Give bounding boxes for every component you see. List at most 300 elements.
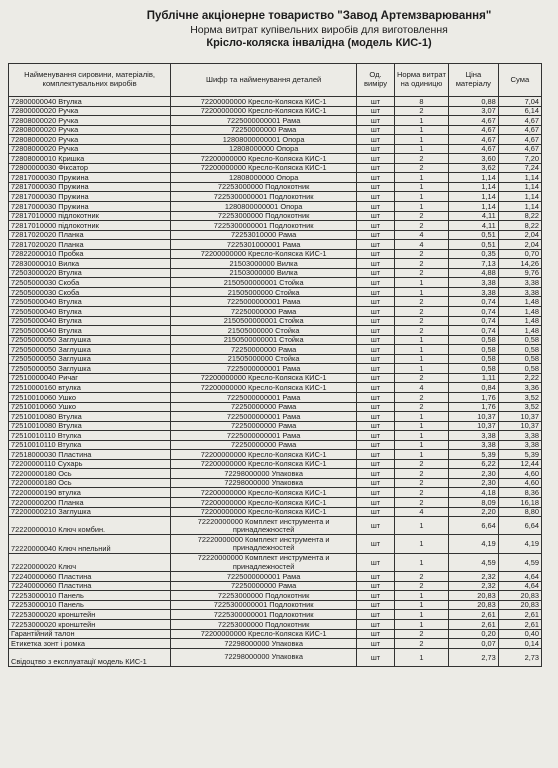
cell-qty: 1	[394, 116, 448, 126]
cell-qty: 4	[394, 240, 448, 250]
cell-name: 72253000020 кронштейн	[9, 619, 171, 629]
col-header-qty: Норма витрат на одиницю	[394, 64, 448, 97]
cell-name: 72505000030 Скоба	[9, 287, 171, 297]
cell-unit: шт	[357, 469, 395, 479]
cell-qty: 1	[394, 364, 448, 374]
cell-sum: 10,37	[498, 412, 541, 422]
cell-qty: 1	[394, 144, 448, 154]
cell-name: 72220000010 Ключ комбин.	[9, 517, 171, 535]
cell-name: 72505000050 Заглушка	[9, 335, 171, 345]
table-row	[9, 278, 542, 288]
cell-unit: шт	[357, 230, 395, 240]
cell-qty: 8	[394, 97, 448, 107]
cell-code: 72298000000 Упаковка	[171, 648, 357, 666]
cell-price: 3,38	[448, 287, 498, 297]
cell-sum: 4,67	[498, 116, 541, 126]
cell-sum: 1,14	[498, 182, 541, 192]
cell-code: 2150500000001 Стойка	[171, 278, 357, 288]
cell-name: 72808000010 Кришка	[9, 154, 171, 164]
table-row	[9, 154, 542, 164]
cell-code: 72220000000 Комплект инструмента и принадлежностей	[171, 535, 357, 553]
cell-code: 72200000000 Кресло-Коляска КИС-1	[171, 163, 357, 173]
cell-sum: 1,14	[498, 202, 541, 212]
cell-code: 7225000000001 Рама	[171, 116, 357, 126]
cell-unit: шт	[357, 412, 395, 422]
cell-sum: 4,19	[498, 535, 541, 553]
cell-code: 72220000000 Комплект инструмента и принадлежностей	[171, 517, 357, 535]
cell-unit: шт	[357, 600, 395, 610]
cell-code: 1280800000001 Опора	[171, 202, 357, 212]
cell-unit: шт	[357, 297, 395, 307]
col-header-price: Ціна матеріалу	[448, 64, 498, 97]
cell-price: 0,74	[448, 326, 498, 336]
cell-name: 72505000040 Втулка	[9, 316, 171, 326]
table-row	[9, 450, 542, 460]
cell-price: 0,07	[448, 639, 498, 649]
cell-code: 7225000000001 Рама	[171, 412, 357, 422]
cell-code: 72253000000 Подлокотник	[171, 211, 357, 221]
table-row	[9, 144, 542, 154]
cell-sum: 4,67	[498, 135, 541, 145]
table-row	[9, 354, 542, 364]
cell-price: 2,20	[448, 507, 498, 517]
cell-code: 72200000000 Кресло-Коляска КИС-1	[171, 629, 357, 639]
cell-qty: 2	[394, 221, 448, 231]
cell-unit: шт	[357, 610, 395, 620]
cell-code: 72220000000 Комплект инструмента и принадлежностей	[171, 553, 357, 571]
table-row	[9, 335, 542, 345]
cell-sum: 4,67	[498, 144, 541, 154]
cell-unit: шт	[357, 106, 395, 116]
table-row	[9, 572, 542, 582]
cell-name: 72510000040 Ричаг	[9, 373, 171, 383]
table-row	[9, 619, 542, 629]
table-row	[9, 364, 542, 374]
cell-price: 3,38	[448, 440, 498, 450]
cell-sum: 0,14	[498, 639, 541, 649]
cell-code: 72250000000 Рама	[171, 125, 357, 135]
cell-price: 7,13	[448, 259, 498, 269]
cell-name: 72505000030 Скоба	[9, 278, 171, 288]
cell-name: 72830000010 Вилка	[9, 259, 171, 269]
cell-qty: 2	[394, 572, 448, 582]
table-row	[9, 173, 542, 183]
cell-name: 72200000110 Сухарь	[9, 459, 171, 469]
cell-qty: 2	[394, 297, 448, 307]
cell-code: 72253010000 Рама	[171, 230, 357, 240]
table-row	[9, 459, 542, 469]
cell-qty: 1	[394, 354, 448, 364]
cell-sum: 1,48	[498, 297, 541, 307]
cell-code: 21505000000 Стойка	[171, 287, 357, 297]
cell-name: 72510000160 втулка	[9, 383, 171, 393]
cell-name: 72505000040 Втулка	[9, 326, 171, 336]
cell-sum: 4,64	[498, 572, 541, 582]
cell-unit: шт	[357, 116, 395, 126]
cell-code: 72200000000 Кресло-Коляска КИС-1	[171, 373, 357, 383]
cell-sum: 6,64	[498, 517, 541, 535]
cell-unit: шт	[357, 553, 395, 571]
cell-price: 8,09	[448, 497, 498, 507]
cell-code: 7225000000001 Рама	[171, 392, 357, 402]
cell-unit: шт	[357, 182, 395, 192]
cell-code: 72200000000 Кресло-Коляска КИС-1	[171, 488, 357, 498]
cell-price: 20,83	[448, 600, 498, 610]
cell-price: 3,38	[448, 278, 498, 288]
table-row	[9, 629, 542, 639]
cell-name: 72817010000 підлокотник	[9, 211, 171, 221]
cell-price: 4,59	[448, 553, 498, 571]
cell-sum: 1,48	[498, 307, 541, 317]
cell-name: 72817000030 Пружина	[9, 202, 171, 212]
cell-sum: 1,14	[498, 173, 541, 183]
cell-qty: 2	[394, 268, 448, 278]
cell-unit: шт	[357, 392, 395, 402]
table-body	[9, 97, 542, 667]
cell-sum: 2,04	[498, 230, 541, 240]
cell-price: 0,74	[448, 316, 498, 326]
cell-unit: шт	[357, 345, 395, 355]
cell-name: 72817000030 Пружина	[9, 192, 171, 202]
cell-price: 1,76	[448, 392, 498, 402]
table-row	[9, 345, 542, 355]
cell-price: 3,60	[448, 154, 498, 164]
cell-name: 72510010080 Втулка	[9, 412, 171, 422]
table-row	[9, 610, 542, 620]
cell-qty: 2	[394, 497, 448, 507]
table-row	[9, 202, 542, 212]
cell-unit: шт	[357, 431, 395, 441]
cell-unit: шт	[357, 307, 395, 317]
cell-sum: 20,83	[498, 591, 541, 601]
cell-unit: шт	[357, 421, 395, 431]
cell-unit: шт	[357, 648, 395, 666]
cell-unit: шт	[357, 173, 395, 183]
cell-sum: 8,22	[498, 211, 541, 221]
table-row	[9, 287, 542, 297]
cell-unit: шт	[357, 249, 395, 259]
cell-qty: 2	[394, 402, 448, 412]
cell-qty: 1	[394, 450, 448, 460]
cell-code: 7225300000001 Подлокотник	[171, 192, 357, 202]
cell-name: 72817010000 підлокотник	[9, 221, 171, 231]
cell-sum: 8,22	[498, 221, 541, 231]
cell-qty: 2	[394, 392, 448, 402]
cell-name: 72200000190 втулка	[9, 488, 171, 498]
cell-qty: 1	[394, 591, 448, 601]
cell-name: 72808000020 Ручка	[9, 125, 171, 135]
cell-qty: 1	[394, 287, 448, 297]
cell-code: 7225000000001 Рама	[171, 364, 357, 374]
cell-code: 72250000000 Рама	[171, 440, 357, 450]
cell-unit: шт	[357, 619, 395, 629]
cell-name: 72800000030 Фіксатор	[9, 163, 171, 173]
cell-qty: 1	[394, 600, 448, 610]
cell-qty: 1	[394, 412, 448, 422]
cell-sum: 2,04	[498, 240, 541, 250]
table-row	[9, 297, 542, 307]
cell-code: 72200000000 Кресло-Коляска КИС-1	[171, 97, 357, 107]
cell-name: 72800000020 Ручка	[9, 106, 171, 116]
table-row	[9, 402, 542, 412]
table-row	[9, 268, 542, 278]
cell-price: 1,14	[448, 202, 498, 212]
cell-unit: шт	[357, 572, 395, 582]
cell-unit: шт	[357, 459, 395, 469]
cell-sum: 4,59	[498, 553, 541, 571]
cell-name: 72503000020 Втулка	[9, 268, 171, 278]
cell-sum: 3,38	[498, 440, 541, 450]
table-row	[9, 135, 542, 145]
cell-price: 6,22	[448, 459, 498, 469]
cell-unit: шт	[357, 478, 395, 488]
cell-unit: шт	[357, 383, 395, 393]
cell-unit: шт	[357, 278, 395, 288]
cell-name: 72253000020 кронштейн	[9, 610, 171, 620]
cell-code: 72298000000 Упаковка	[171, 478, 357, 488]
cell-price: 0,84	[448, 383, 498, 393]
cell-sum: 0,40	[498, 629, 541, 639]
cell-code: 72250000000 Рама	[171, 421, 357, 431]
col-header-unit: Од. виміру	[357, 64, 395, 97]
cell-code: 21503000000 Вилка	[171, 268, 357, 278]
table-row	[9, 478, 542, 488]
cell-unit: шт	[357, 268, 395, 278]
cell-unit: шт	[357, 591, 395, 601]
cell-unit: шт	[357, 192, 395, 202]
cell-unit: шт	[357, 629, 395, 639]
cell-price: 1,76	[448, 402, 498, 412]
cell-name: 72510010080 Втулка	[9, 421, 171, 431]
cell-name: 72510010060 Ушко	[9, 392, 171, 402]
table-row	[9, 192, 542, 202]
cell-name: 72505000050 Заглушка	[9, 364, 171, 374]
cell-unit: шт	[357, 354, 395, 364]
cell-sum: 6,14	[498, 106, 541, 116]
cell-qty: 1	[394, 182, 448, 192]
cell-code: 7225000000001 Рама	[171, 431, 357, 441]
table-row	[9, 326, 542, 336]
cell-name: 72817020020 Планка	[9, 230, 171, 240]
document-subtitle: Норма витрат купівельних виробів для виготовлення	[190, 24, 448, 36]
table-row	[9, 553, 542, 571]
cell-code: 7225000000001 Рама	[171, 297, 357, 307]
cell-price: 10,37	[448, 412, 498, 422]
cell-name: 72200000180 Ось	[9, 478, 171, 488]
table-row	[9, 469, 542, 479]
cell-code: 12808000000 Опора	[171, 173, 357, 183]
cell-name: 72505000050 Заглушка	[9, 345, 171, 355]
cell-qty: 2	[394, 469, 448, 479]
cell-price: 2,61	[448, 619, 498, 629]
table-row	[9, 211, 542, 221]
cell-name: 72240000060 Пластина	[9, 581, 171, 591]
cell-unit: шт	[357, 316, 395, 326]
cell-qty: 1	[394, 440, 448, 450]
table-row	[9, 600, 542, 610]
cell-sum: 1,48	[498, 326, 541, 336]
cell-price: 4,11	[448, 221, 498, 231]
cell-price: 1,14	[448, 173, 498, 183]
cell-unit: шт	[357, 335, 395, 345]
cell-name: 72808000020 Ручка	[9, 135, 171, 145]
cell-sum: 3,38	[498, 431, 541, 441]
cell-sum: 3,52	[498, 392, 541, 402]
cell-unit: шт	[357, 221, 395, 231]
cell-qty: 1	[394, 192, 448, 202]
cell-price: 0,58	[448, 354, 498, 364]
cell-name: 72220000040 Ключ нпельний	[9, 535, 171, 553]
cell-unit: шт	[357, 364, 395, 374]
cell-price: 2,32	[448, 581, 498, 591]
cell-qty: 2	[394, 307, 448, 317]
cell-price: 4,18	[448, 488, 498, 498]
table-row	[9, 373, 542, 383]
table-row	[9, 230, 542, 240]
cell-name: 72220000020 Ключ	[9, 553, 171, 571]
table-row	[9, 249, 542, 259]
table-row	[9, 517, 542, 535]
cell-price: 4,19	[448, 535, 498, 553]
cell-qty: 2	[394, 249, 448, 259]
cell-price: 0,58	[448, 345, 498, 355]
table-row	[9, 648, 542, 666]
cell-name: 72253000010 Панель	[9, 591, 171, 601]
cell-qty: 2	[394, 488, 448, 498]
cell-sum: 2,73	[498, 648, 541, 666]
cell-price: 2,61	[448, 610, 498, 620]
table-row	[9, 507, 542, 517]
cell-qty: 1	[394, 648, 448, 666]
table-row	[9, 639, 542, 649]
cell-code: 7225300000001 Подлокотник	[171, 610, 357, 620]
cell-sum: 3,38	[498, 287, 541, 297]
table-row	[9, 535, 542, 553]
cell-sum: 8,36	[498, 488, 541, 498]
cell-unit: шт	[357, 326, 395, 336]
cell-qty: 1	[394, 335, 448, 345]
cell-code: 72200000000 Кресло-Коляска КИС-1	[171, 459, 357, 469]
cell-price: 4,11	[448, 211, 498, 221]
cell-name: 72510010110 Втулка	[9, 431, 171, 441]
cell-name: 72808000020 Ручка	[9, 116, 171, 126]
cell-price: 0,58	[448, 364, 498, 374]
cell-sum: 3,36	[498, 383, 541, 393]
table-row	[9, 116, 542, 126]
cell-name: 72808000020 Ручка	[9, 144, 171, 154]
cell-sum: 16,18	[498, 497, 541, 507]
cell-price: 5,39	[448, 450, 498, 460]
table-row	[9, 221, 542, 231]
cell-unit: шт	[357, 240, 395, 250]
cell-qty: 1	[394, 421, 448, 431]
col-header-code: Шифр та найменування деталей	[171, 64, 357, 97]
cell-sum: 7,20	[498, 154, 541, 164]
table-row	[9, 97, 542, 107]
cell-qty: 1	[394, 345, 448, 355]
cell-unit: шт	[357, 440, 395, 450]
table-row	[9, 383, 542, 393]
cell-code: 72253000000 Подлокотник	[171, 182, 357, 192]
cell-qty: 1	[394, 125, 448, 135]
cell-price: 6,64	[448, 517, 498, 535]
cell-name: 72817000030 Пружина	[9, 173, 171, 183]
cell-sum: 2,61	[498, 610, 541, 620]
table-row	[9, 440, 542, 450]
cell-sum: 7,24	[498, 163, 541, 173]
cell-name: 72200000210 Заглушка	[9, 507, 171, 517]
cell-sum: 7,04	[498, 97, 541, 107]
cell-code: 72200000000 Кресло-Коляска КИС-1	[171, 450, 357, 460]
cell-code: 72250000000 Рама	[171, 307, 357, 317]
cell-unit: шт	[357, 535, 395, 553]
cell-unit: шт	[357, 97, 395, 107]
cell-name: 72518000030 Пластина	[9, 450, 171, 460]
cell-sum: 0,58	[498, 354, 541, 364]
cell-price: 0,51	[448, 240, 498, 250]
cell-name: 72505000040 Втулка	[9, 297, 171, 307]
cell-price: 0,20	[448, 629, 498, 639]
table-row	[9, 581, 542, 591]
cell-qty: 2	[394, 629, 448, 639]
table-row	[9, 259, 542, 269]
cell-unit: шт	[357, 517, 395, 535]
cell-code: 7225300000001 Подлокотник	[171, 600, 357, 610]
cell-name: 72510010110 Втулка	[9, 440, 171, 450]
cell-qty: 2	[394, 373, 448, 383]
cell-price: 0,51	[448, 230, 498, 240]
cell-price: 0,35	[448, 249, 498, 259]
cell-sum: 1,48	[498, 316, 541, 326]
table-row	[9, 412, 542, 422]
cell-price: 0,88	[448, 97, 498, 107]
cell-unit: шт	[357, 450, 395, 460]
col-header-name: Найменування сировини, матеріалів, комплектувальних виробів	[9, 64, 171, 97]
table-row	[9, 316, 542, 326]
cell-price: 0,74	[448, 297, 498, 307]
cell-qty: 1	[394, 619, 448, 629]
cell-price: 3,62	[448, 163, 498, 173]
cell-qty: 2	[394, 581, 448, 591]
cell-unit: шт	[357, 125, 395, 135]
cell-qty: 1	[394, 135, 448, 145]
cell-qty: 1	[394, 431, 448, 441]
cell-qty: 2	[394, 106, 448, 116]
cell-unit: шт	[357, 639, 395, 649]
cell-price: 4,88	[448, 268, 498, 278]
cell-unit: шт	[357, 488, 395, 498]
table-row	[9, 125, 542, 135]
cell-price: 0,74	[448, 307, 498, 317]
cell-code: 7225000000001 Рама	[171, 572, 357, 582]
cell-unit: шт	[357, 202, 395, 212]
materials-table	[8, 63, 542, 667]
table-row	[9, 497, 542, 507]
cell-code: 7225301000001 Рама	[171, 240, 357, 250]
cell-qty: 1	[394, 535, 448, 553]
col-header-sum: Сума	[498, 64, 541, 97]
cell-sum: 3,52	[498, 402, 541, 412]
cell-unit: шт	[357, 259, 395, 269]
cell-name: 72200000180 Ось	[9, 469, 171, 479]
cell-qty: 2	[394, 326, 448, 336]
table-header-row	[9, 64, 542, 97]
cell-name: 72822000010 Пробка	[9, 249, 171, 259]
cell-code: 21505000000 Стойка	[171, 354, 357, 364]
table-row	[9, 392, 542, 402]
cell-name: 72817000030 Пружина	[9, 182, 171, 192]
cell-price: 0,58	[448, 335, 498, 345]
